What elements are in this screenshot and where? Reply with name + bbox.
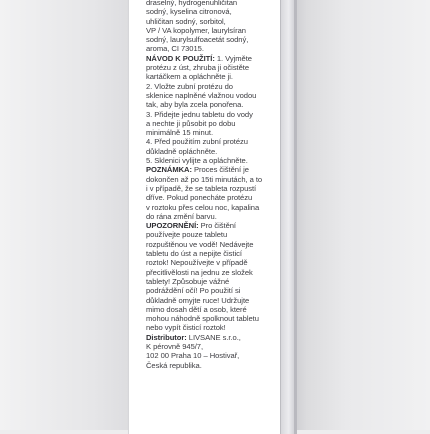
distributor-line: 102 00 Praha 10 – Hostivař, — [146, 351, 240, 361]
instructions-line: důkladně opláchněte. — [146, 146, 218, 156]
background-left — [0, 0, 132, 430]
instructions-line: minimálně 15 minut. — [146, 128, 214, 138]
warning-line: používejte pouze tabletu — [146, 230, 228, 240]
instructions-first-line — [146, 54, 276, 63]
note-line: i v případě, že se tableta rozpustí — [146, 183, 257, 193]
note-line: dříve. Pokud ponecháte protézu — [146, 193, 253, 203]
ingredients-line: sodný, kyselina citronová, — [146, 7, 232, 17]
instructions-line: kartáčkem a opláchněte ji. — [146, 72, 233, 82]
ingredients-line: sodný, laurylsulfoacetát sodný, — [146, 35, 249, 45]
warning-first-line — [146, 221, 276, 230]
note-line: do rána změní barvu. — [146, 211, 217, 221]
note-heading: POZNÁMKA: — [146, 165, 192, 175]
warning-line: Pro čištění — [198, 221, 236, 231]
note-line: v roztoku přes celou noc, kapalina — [146, 202, 260, 212]
warning-line: mimo dosah dětí a osob, které — [146, 304, 247, 314]
instructions-line: tak, aby byla zcela ponořena. — [146, 100, 244, 110]
instructions-line: sklenice naplněné vlažnou vodou — [146, 90, 257, 100]
warning-heading: UPOZORNĚNÍ: — [146, 221, 199, 231]
ingredients-line: uhličitan sodný, sorbitol, — [146, 16, 226, 26]
distributor-line: K pérovně 945/7, — [146, 341, 204, 351]
distributor-first-line — [146, 333, 276, 342]
distributor-line: LIVSANE s.r.o., — [186, 332, 241, 342]
warning-line: rozpuštěnou ve vodě! Nedávejte — [146, 239, 254, 249]
warning-line: nebo vypít čisticí roztok! — [146, 323, 226, 333]
ingredients-line: aroma, CI 73015. — [146, 44, 204, 54]
distributor-heading: Distributor: — [146, 332, 187, 342]
warning-line: roztok! Nepoužívejte v případě — [146, 258, 248, 268]
warning-line: tabletu do úst a nepijte čisticí — [146, 249, 242, 259]
instructions-line: 4. Před použitím zubní protézu — [146, 137, 248, 147]
warning-line: tablety! Způsobuje vážné — [146, 276, 230, 286]
instructions-line: 3. Přidejte jednu tabletu do vody — [146, 109, 253, 119]
ingredients-line: VP / VA kopolymer, laurylsíran — [146, 25, 246, 35]
warning-line: přecitlivělosti na jednu ze složek — [146, 267, 253, 277]
instructions-heading: NÁVOD K POUŽITÍ: — [146, 53, 215, 63]
instructions-line: a nechte ji působit po dobu — [146, 118, 236, 128]
note-first-line — [146, 165, 276, 174]
note-line: Proces čištění je — [191, 165, 249, 175]
note-line: dokončen až po 15ti minutách, a to — [146, 174, 263, 184]
instructions-line: 1. Vyjměte — [214, 53, 252, 63]
ingredients-line: draselný, hydrogenuhličitan — [146, 0, 238, 7]
background-right — [290, 0, 430, 430]
instructions-line: 2. Vložte zubní protézu do — [146, 81, 233, 91]
warning-line: mohou náhodně spolknout tabletu — [146, 314, 259, 324]
instructions-line: protézu z úst, zhruba ji očistěte — [146, 63, 250, 73]
distributor-line: Česká republika. — [146, 360, 202, 370]
warning-line: podráždění očí! Po použití si — [146, 286, 241, 296]
package-side-face — [280, 0, 295, 434]
warning-line: důkladně omyjte ruce! Udržujte — [146, 295, 250, 305]
package-edge — [294, 0, 297, 434]
instructions-line: 5. Sklenici vylijte a opláchněte. — [146, 156, 248, 166]
package-label-text — [146, 0, 276, 370]
